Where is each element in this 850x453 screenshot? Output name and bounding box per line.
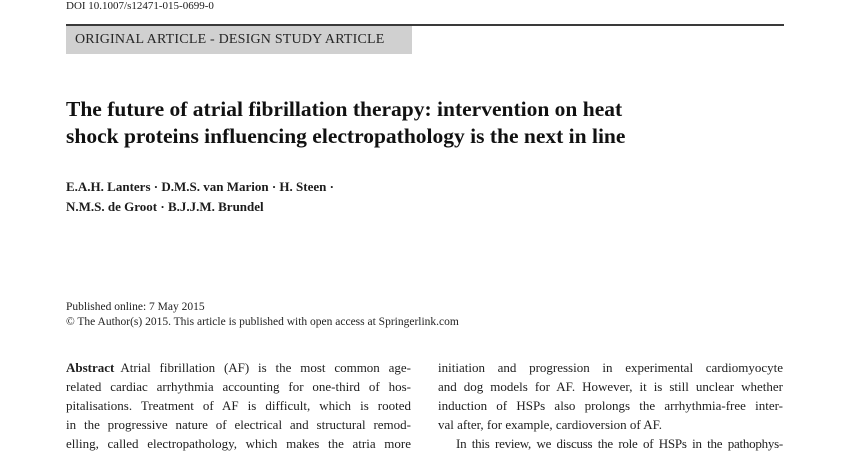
doi-line: DOI 10.1007/s12471-015-0699-0 (66, 0, 214, 12)
copyright-notice: © The Author(s) 2015. This article is published with open access at Springerlink.com (66, 316, 459, 328)
abstract-text: Atrial fibrillation (AF) is the most common age- (120, 360, 411, 375)
abstract-line: related cardiac arrhythmia accounting for one-third of hos- (66, 379, 411, 394)
title-line: shock proteins influencing electropathology is the next in line (66, 124, 626, 148)
author-line: N.M.S. de Groot · B.J.J.M. Brundel (66, 199, 264, 214)
abstract-line: elling, called electropathology, which makes the atria more (66, 436, 411, 451)
abstract-line (66, 358, 411, 377)
author-line: E.A.H. Lanters · D.M.S. van Marion · H. Steen · (66, 179, 334, 194)
abstract-label: Abstract (66, 360, 115, 375)
article-title (66, 96, 766, 150)
abstract-line: val after, for example, cardioversion of AF. (438, 417, 663, 432)
publication-info (66, 300, 666, 330)
abstract-line: pitalisations. Treatment of AF is difficult, which is rooted (66, 398, 411, 413)
article-type-label: ORIGINAL ARTICLE - DESIGN STUDY ARTICLE (66, 26, 412, 54)
abstract-line: induction of HSPs also prolongs the arrhythmia-free inter- (438, 398, 783, 413)
author-list (66, 177, 566, 217)
abstract-line: in the progressive nature of electrical and structural remod- (66, 417, 411, 432)
published-online-date: Published online: 7 May 2015 (66, 301, 205, 313)
abstract-right-column (438, 358, 783, 453)
title-line: The future of atrial fibrillation therapy: intervention on heat (66, 97, 623, 121)
abstract-line: and dog models for AF. However, it is still unclear whether (438, 379, 783, 394)
abstract-line: initiation and progression in experimental cardiomyocyte (438, 360, 783, 375)
abstract-line: In this review, we discuss the role of HSPs in the pathophys- (456, 436, 783, 451)
abstract-left-column (66, 358, 411, 453)
